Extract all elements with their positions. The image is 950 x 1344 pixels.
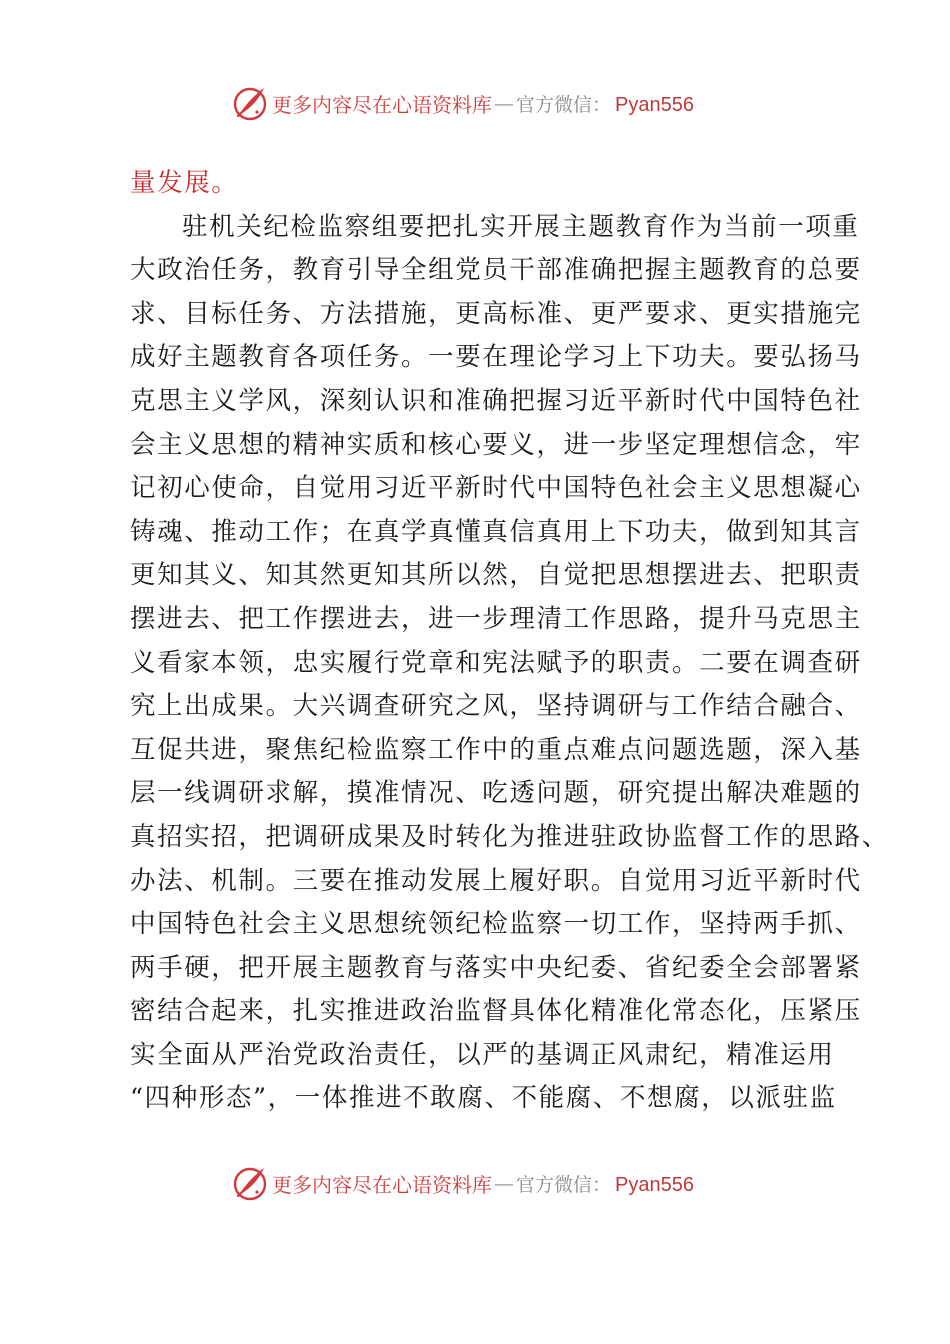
- header-banner: [230, 82, 750, 124]
- body-line: 办法、机制。三要在推动发展上履好职。自觉用习近平新时代: [130, 865, 862, 896]
- body-line: 真招实招，把调研成果及时转化为推进驻政协监督工作的思路、: [130, 821, 889, 852]
- body-line: 两手硬，把开展主题教育与落实中央纪委、省纪委全会部署紧: [130, 952, 862, 983]
- body-line: 会主义思想的精神实质和核心要义，进一步坚定理想信念，牢: [130, 429, 862, 460]
- footer-contact-id: Pyan556: [615, 1173, 694, 1196]
- body-line: “四种形态”，一体推进不敢腐、不能腐、不想腐，以派驻监: [130, 1083, 837, 1114]
- body-line: 记初心使命，自觉用习近平新时代中国特色社会主义思想凝心: [130, 473, 862, 504]
- body-line: 量发展。: [130, 168, 239, 198]
- body-line: 求、目标任务、方法措施，更高标准、更严要求、更实措施完: [130, 298, 862, 329]
- body-line: 中国特色社会主义思想统领纪检监察一切工作，坚持两手抓、: [130, 909, 862, 940]
- body-line: 层一线调研求解，摸准情况、吃透问题，研究提出解决难题的: [130, 778, 862, 809]
- quill-pen-logo-icon: [230, 1163, 270, 1203]
- footer-separator: —: [494, 1171, 514, 1195]
- footer-brand: 更多内容尽在心语资料库: [272, 1172, 492, 1197]
- header-contact-id: Pyan556: [615, 93, 694, 116]
- body-line: 更知其义、知其然更知其所以然，自觉把思想摆进去、把职责: [130, 560, 862, 591]
- footer-banner: [230, 1162, 750, 1204]
- body-line: 铸魂、推动工作；在真学真懂真信真用上下功夫，做到知其言: [130, 516, 862, 547]
- document-body: [130, 162, 889, 1121]
- header-separator: —: [494, 91, 514, 115]
- body-line: 大政治任务，教育引导全组党员干部准确把握主题教育的总要: [130, 255, 862, 286]
- body-line: 实全面从严治党政治责任，以严的基调正风肃纪，精准运用: [130, 1039, 835, 1070]
- header-contact: [516, 90, 694, 117]
- body-line: 义看家本领，忠实履行党章和宪法赋予的职责。二要在调查研: [130, 647, 862, 678]
- body-line: 克思主义学风，深刻认识和准确把握习近平新时代中国特色社: [130, 385, 862, 416]
- quill-pen-logo-icon: [230, 83, 270, 123]
- footer-contact: [516, 1170, 694, 1197]
- body-line: 成好主题教育各项任务。一要在理论学习上下功夫。要弘扬马: [130, 342, 862, 373]
- footer-contact-label: 官方微信：: [516, 1173, 612, 1196]
- body-line: 密结合起来，扎实推进政治监督具体化精准化常态化，压紧压: [130, 996, 862, 1027]
- header-contact-label: 官方微信：: [516, 93, 612, 116]
- header-brand: 更多内容尽在心语资料库: [272, 92, 492, 117]
- body-line: 摆进去、把工作摆进去，进一步理清工作思路，提升马克思主: [130, 603, 862, 634]
- body-line: 究上出成果。大兴调查研究之风，坚持调研与工作结合融合、: [130, 691, 862, 722]
- body-line: 驻机关纪检监察组要把扎实开展主题教育作为当前一项重: [182, 211, 860, 242]
- body-line: 互促共进，聚焦纪检监察工作中的重点难点问题选题，深入基: [130, 734, 862, 765]
